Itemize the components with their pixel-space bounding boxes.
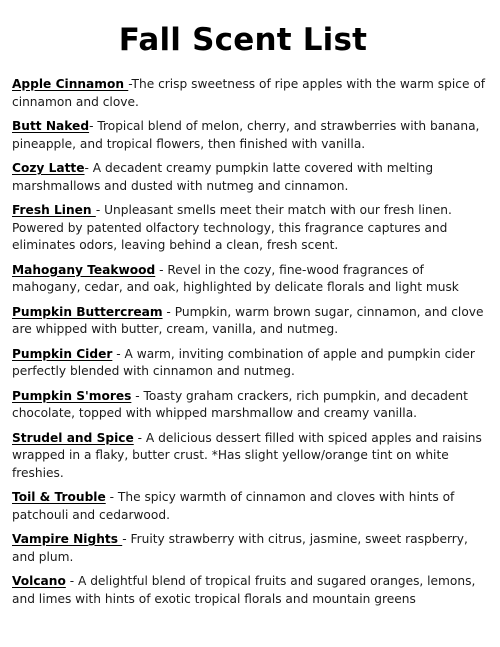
separator: - (133, 430, 146, 445)
separator: - (105, 490, 118, 504)
scent-description: A warm, inviting combination of apple and pumpkin cider perfectly blended with cinnamon and nutmeg. (12, 346, 475, 378)
scent-description: Fruity strawberry with citrus, jasmine, sweet raspberry, and plum. (12, 532, 468, 564)
scent-entry-mahogany-teakwood (12, 262, 490, 297)
scent-name: Butt Naked (12, 119, 90, 133)
scent-entry-butt-naked (12, 118, 490, 153)
scent-entry-vampire-nights (12, 531, 490, 566)
separator: - (89, 119, 98, 133)
separator: - (122, 532, 131, 546)
scent-description: A delicious dessert filled with spiced apples and raisins wrapped in a flaky, butter crust. *Has slight yellow/orange tint on white freshies. (12, 430, 482, 480)
scent-name: Toil & Trouble (12, 490, 106, 504)
page-title: Fall Scent List (118, 22, 368, 58)
scent-description: A decadent creamy pumpkin latte covered with melting marshmallows and dusted with nutmeg and cinnamon. (12, 161, 434, 193)
scent-entry-pumpkin-cider (12, 346, 490, 381)
scent-entry-pumpkin-smores (12, 388, 490, 423)
scent-name: Vampire Nights (12, 532, 123, 546)
scent-name: Cozy Latte (12, 161, 85, 175)
scent-list (12, 76, 490, 615)
scent-entry-volcano (12, 573, 490, 608)
scent-entry-apple-cinnamon (12, 76, 490, 111)
scent-description: Tropical blend of melon, cherry, and strawberries with banana, pineapple, and tropical flowers, then finished with vanilla. (12, 119, 480, 151)
scent-description: Toasty graham crackers, rich pumpkin, and decadent chocolate, topped with whipped marshmallow and creamy vanilla. (12, 388, 468, 420)
scent-description: The crisp sweetness of ripe apples with the warm spice of cinnamon and clove. (12, 77, 486, 109)
scent-name: Pumpkin Buttercream (12, 304, 163, 319)
scent-name: Fresh Linen (12, 203, 96, 217)
scent-entry-cozy-latte (12, 160, 490, 195)
separator: - (95, 203, 105, 217)
scent-name: Pumpkin S'mores (12, 388, 132, 403)
separator: - (112, 346, 125, 361)
separator: - (65, 574, 78, 588)
scent-entry-fresh-linen (12, 202, 490, 255)
scent-entry-pumpkin-buttercream (12, 304, 490, 339)
scent-description: A delightful blend of tropical fruits and sugared oranges, lemons, and limes with hints of exotic tropical florals and mountain greens (12, 574, 476, 606)
scent-name: Pumpkin Cider (12, 346, 113, 361)
separator: - (155, 262, 168, 277)
scent-description: Unpleasant smells meet their match with our fresh linen. Powered by patented olfactory technology, this fragrance captures and eliminates odors, leaving behind a clean, fresh scent. (12, 203, 452, 252)
scent-name: Mahogany Teakwood (12, 262, 156, 277)
scent-description: Pumpkin, warm brown sugar, cinnamon, and clove are whipped with butter, cream, vanilla, and nutmeg. (12, 304, 484, 336)
scent-entry-strudel-and-spice (12, 430, 490, 483)
scent-name: Apple Cinnamon (12, 77, 129, 91)
separator: - (84, 161, 93, 175)
separator: - (162, 304, 175, 319)
separator: - (128, 77, 132, 91)
scent-entry-toil-and-trouble (12, 489, 490, 524)
scent-description: The spicy warmth of cinnamon and cloves with hints of patchouli and cedarwood. (12, 490, 455, 522)
scent-name: Volcano (12, 574, 66, 588)
scent-name: Strudel and Spice (12, 430, 134, 445)
separator: - (131, 388, 144, 403)
scent-description: Revel in the cozy, fine-wood fragrances of mahogany, cedar, and oak, highlighted by delicate florals and light musk (12, 262, 459, 294)
